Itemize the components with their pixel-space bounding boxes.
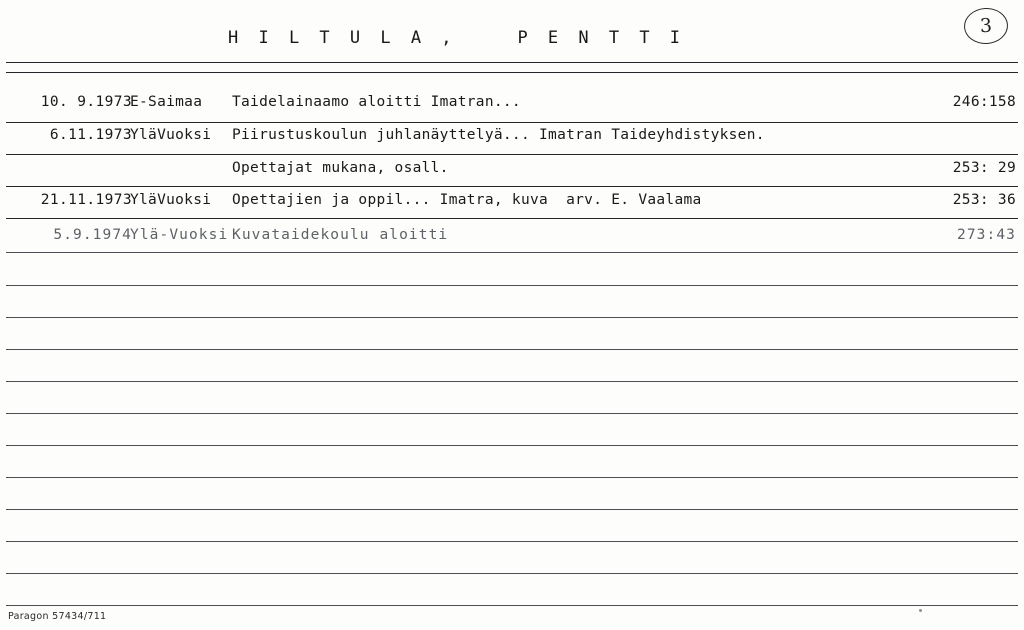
entry-date: 21.11.1973 — [40, 192, 132, 208]
list-item — [0, 94, 1024, 126]
entry-text: Opettajat mukana, osall. — [232, 160, 449, 176]
entry-source: YläVuoksi — [130, 127, 212, 143]
entry-text: Kuvataidekoulu aloitti — [232, 227, 449, 243]
list-item — [0, 192, 1024, 224]
print-mark: Paragon 57434/711 — [8, 611, 107, 622]
entry-source: Ylä-Vuoksi — [130, 227, 229, 243]
entry-text: Piirustuskoulun juhlanäyttelyä... Imatran Taideyhdistyksen. — [232, 127, 765, 143]
entry-reference: 253: 36 — [952, 192, 1016, 208]
list-item — [0, 127, 1024, 159]
list-item — [0, 160, 1024, 192]
list-item — [0, 227, 1024, 259]
entry-text: Taidelainaamo aloitti Imatran... — [232, 94, 521, 110]
entry-reference: 246:158 — [952, 94, 1016, 110]
entry-reference: 253: 29 — [952, 160, 1016, 176]
entry-text: Opettajien ja oppil... Imatra, kuva arv. E. Vaalama — [232, 192, 702, 208]
paper-speck — [919, 609, 922, 612]
entry-date: 10. 9.1973 — [40, 94, 132, 110]
entry-date: 5.9.1974 — [53, 227, 132, 243]
entry-date: 6.11.1973 — [49, 127, 132, 143]
entry-source: YläVuoksi — [130, 192, 212, 208]
card-number-badge: 3 — [963, 7, 1009, 45]
page-title: H I L T U L A , P E N T T I — [228, 28, 686, 48]
entry-source: E-Saimaa — [130, 94, 203, 110]
entry-reference: 273:43 — [957, 227, 1016, 243]
